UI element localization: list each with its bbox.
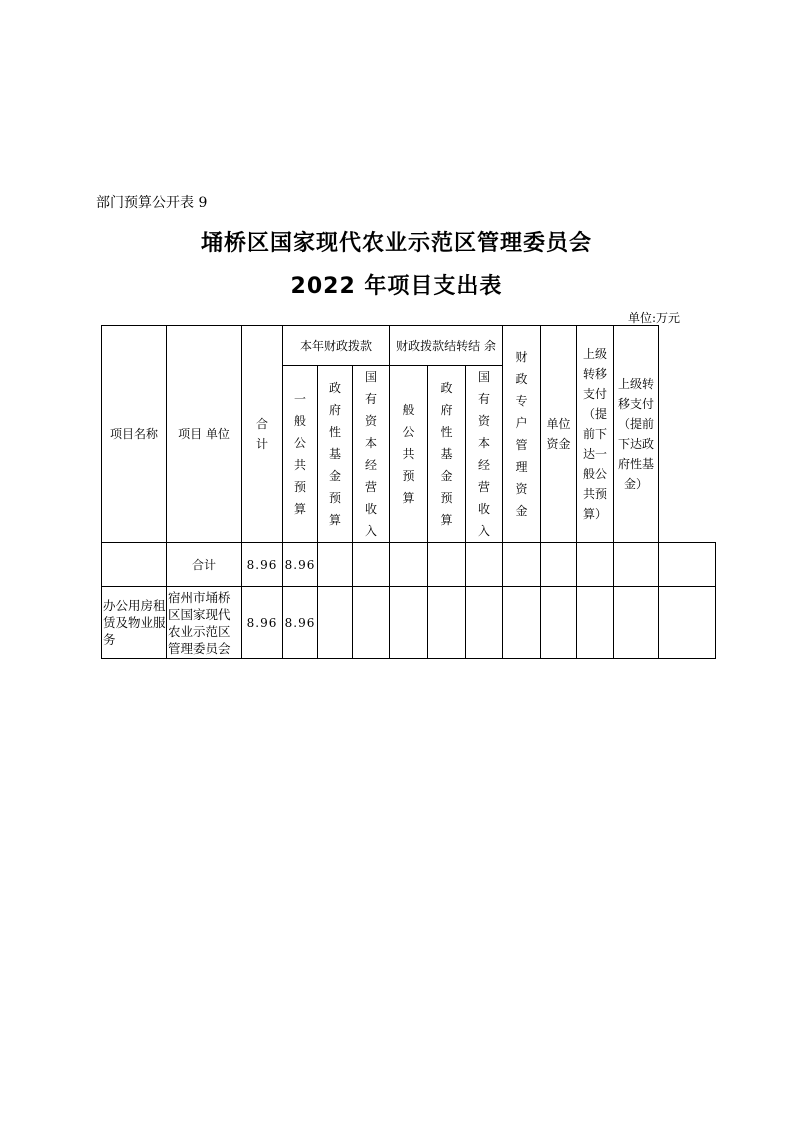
cell-unit: 合计 bbox=[167, 543, 242, 587]
header-special-fund: 财政专户管理资金 bbox=[503, 326, 541, 543]
header-carry-state-capital-budget: 国有资本经营收入 bbox=[466, 366, 503, 543]
header-general-budget: 一般公共预算 bbox=[283, 366, 318, 543]
header-carry-gov-fund-budget: 政府性基金预算 bbox=[428, 366, 466, 543]
table-row bbox=[102, 543, 716, 587]
page-title: 埇桥区国家现代农业示范区管理委员会 bbox=[200, 231, 592, 256]
cell-total: 8.96 bbox=[242, 587, 283, 659]
cell-general: 8.96 bbox=[283, 587, 318, 659]
header-carryover: 财政拨款结转结 余 bbox=[390, 326, 503, 366]
unit-label: 单位:万元 bbox=[627, 311, 680, 325]
header-total: 合计 bbox=[242, 326, 283, 543]
header-project-unit: 项目 单位 bbox=[167, 326, 242, 543]
cell-general: 8.96 bbox=[283, 543, 318, 587]
cell-name: 办公用房租赁及物业服务 bbox=[102, 587, 167, 659]
table-row bbox=[102, 587, 716, 659]
header-upper-general: 上级转移支付（提前下达一般公共预算） bbox=[577, 326, 614, 543]
header-current-year: 本年财政拨款 bbox=[283, 326, 390, 366]
header-gov-fund-budget: 政府性基金预算 bbox=[318, 366, 353, 543]
table-number: 部门预算公开表 9 bbox=[96, 195, 208, 211]
page-subtitle: 2022 年项目支出表 bbox=[290, 274, 503, 299]
header-unit-fund: 单位资金 bbox=[541, 326, 577, 543]
header-project-name: 项目名称 bbox=[102, 326, 167, 543]
cell-total: 8.96 bbox=[242, 543, 283, 587]
header-state-capital-budget: 国有资本经营收入 bbox=[353, 366, 390, 543]
cell-name bbox=[102, 543, 167, 587]
header-upper-gov-fund: 上级转移支付（提前下达政府性基金） bbox=[614, 326, 659, 543]
cell-unit: 宿州市埇桥区国家现代农业示范区管理委员会 bbox=[167, 587, 242, 659]
header-carry-general-budget: 般公共预算 bbox=[390, 366, 428, 543]
project-expenditure-table bbox=[101, 325, 716, 659]
